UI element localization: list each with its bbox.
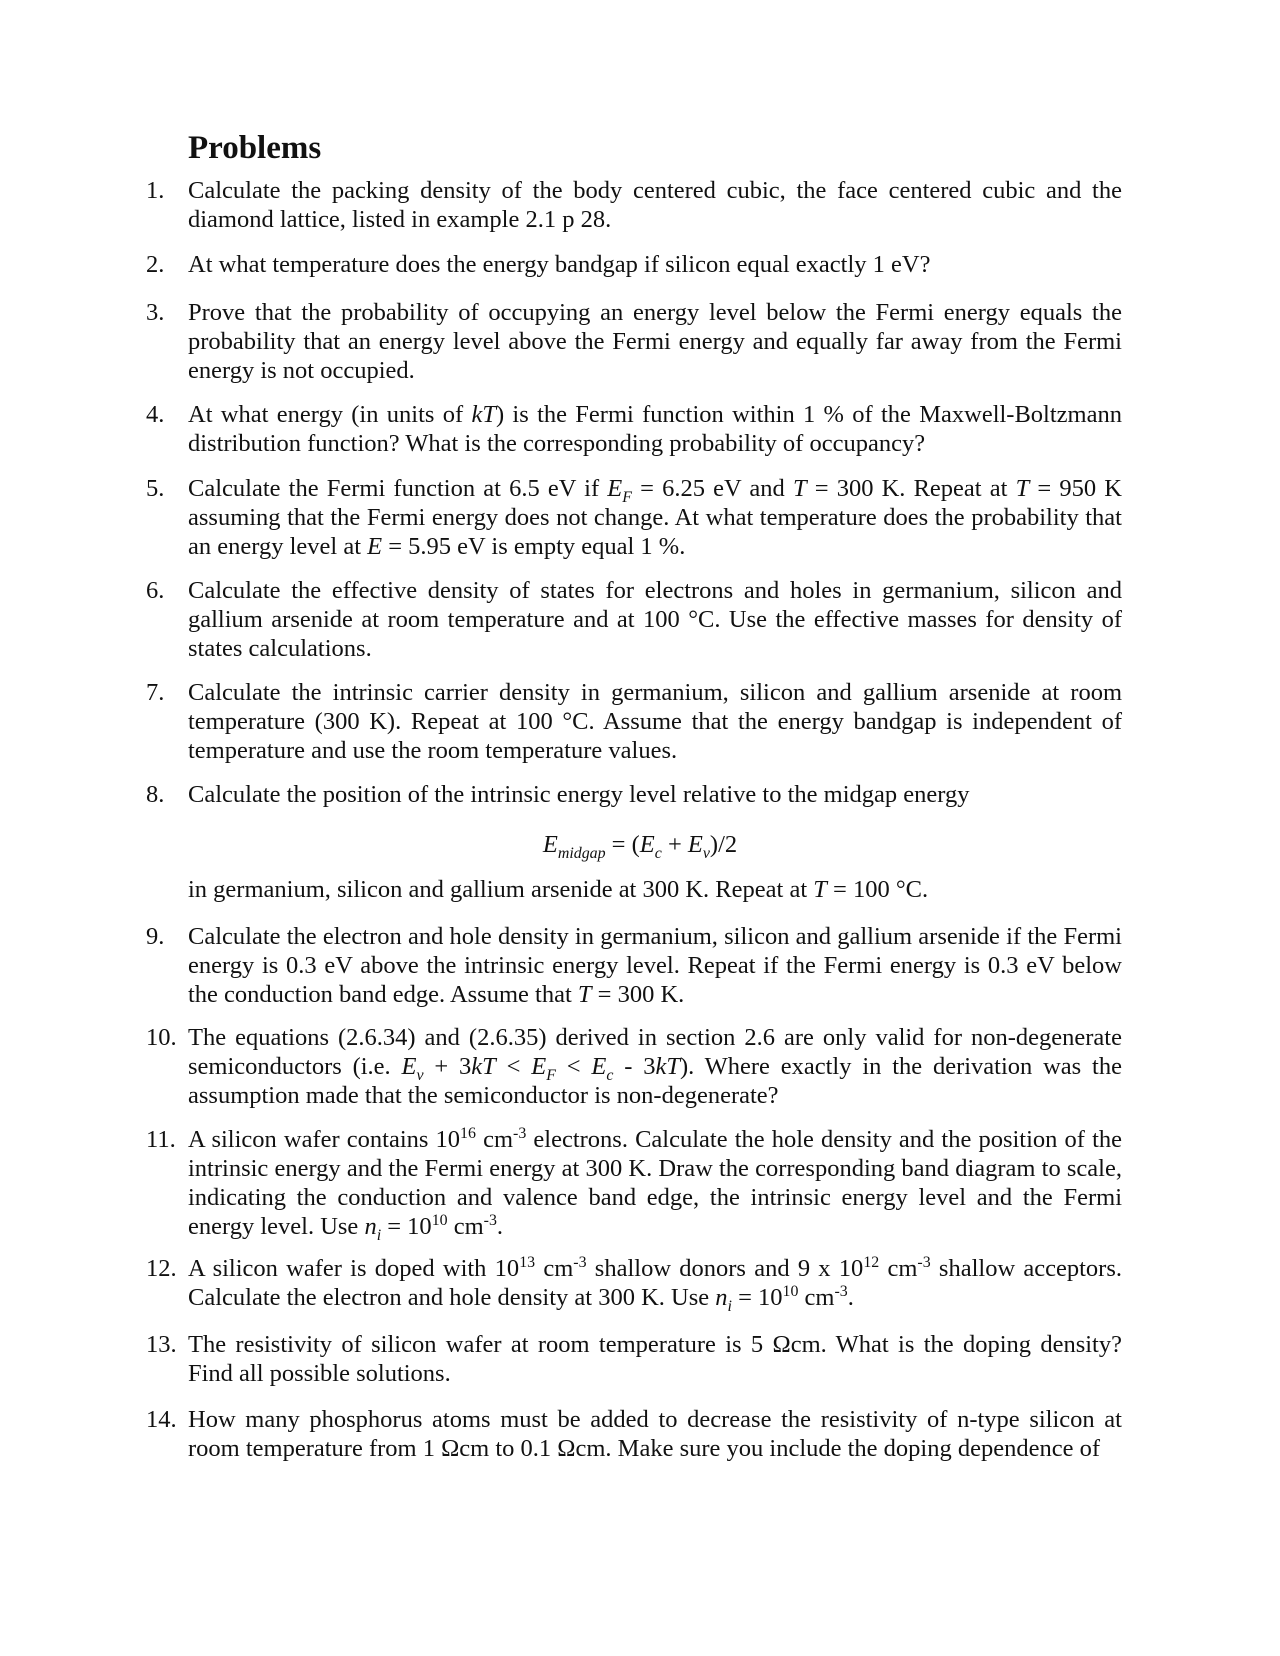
problem-number: 13. (146, 1331, 177, 1358)
problem-item (146, 678, 1122, 765)
problem-text: Calculate the packing density of the body centered cubic, the face centered cubic and the diamond lattice, listed in example 2.1 p 28. (188, 177, 1122, 233)
problem-text: Calculate the Fermi function at 6.5 eV if $E_F = 6.25$ eV and T = 300 K. Repeat at T = 950 K assuming that the Fermi energy does not change. At what temperature does the probability that an energy level at E = 5.95 eV is empty equal 1 %. (188, 475, 1122, 560)
problem-number: 8. (146, 781, 165, 808)
problem-number: 14. (146, 1406, 177, 1433)
problem-text: The resistivity of silicon wafer at room temperature is 5 Ωcm. What is the doping density? Find all possible solutions. (188, 1331, 1122, 1387)
problem-text: How many phosphorus atoms must be added to decrease the resistivity of n-type silicon at room temperature from 1 Ωcm to 0.1 Ωcm. Make sure you include the doping dependence of (188, 1406, 1122, 1462)
problem-item (146, 1330, 1122, 1388)
problem-text: A silicon wafer contains $10^{16}$ $cm^{-3}$ electrons. Calculate the hole density and the position of the intrinsic energy and the Fermi energy at 300 K. Draw the corresponding band diagram to scale, indicating the conduction and valence band edge, the intrinsic energy level and the Fermi energy level. Use $n_i = 10^{10}$ $cm^{-3}$. (188, 1124, 1122, 1244)
problem-number: 1. (146, 177, 165, 204)
problem-number: 6. (146, 577, 165, 604)
problem-item (146, 576, 1122, 663)
problem-item (146, 1124, 1122, 1244)
problem-text: At what energy (in units of kT) is the Fermi function within 1 % of the Maxwell-Boltzmann distribution function? What is the corresponding probability of occupancy? (188, 401, 1122, 457)
problem-item (146, 250, 1122, 279)
problem-text: Calculate the effective density of states for electrons and holes in germanium, silicon and gallium arsenide at room temperature and at 100 °C. Use the effective masses for density of states calculations. (188, 577, 1122, 662)
problem-item (146, 298, 1122, 385)
problem-number: 2. (146, 251, 165, 278)
problem-number: 11. (146, 1126, 176, 1153)
problem-number: 5. (146, 475, 165, 502)
problem-text: At what temperature does the energy bandgap if silicon equal exactly 1 eV? (188, 251, 931, 278)
problem-number: 7. (146, 679, 165, 706)
problem-item (146, 400, 1122, 458)
problem-item (146, 922, 1122, 1009)
midgap-formula: $E_{midgap} = (E_c + E_v)/2$ (542, 831, 738, 862)
problem-number: 3. (146, 299, 165, 326)
problem-item (146, 1023, 1122, 1110)
problem-number: 12. (146, 1255, 177, 1282)
problem-number: 4. (146, 401, 165, 428)
problem-number: 10. (146, 1024, 177, 1051)
problem-text-continuation: in germanium, silicon and gallium arsenide at 300 K. Repeat at T = 100 °C. (188, 876, 929, 903)
problem-text: Prove that the probability of occupying an energy level below the Fermi energy equals the probability that an energy level above the Fermi energy and equally far away from the Fermi energy is not occupied. (188, 299, 1122, 384)
problem-item (146, 176, 1122, 234)
problem-item (146, 1253, 1123, 1315)
problem-text: A silicon wafer is doped with $10^{13}$ $cm^{-3}$ shallow donors and 9 x $10^{12}$ $cm^{-3}$ shallow acceptors. Calculate the electron and hole density at 300 K. Use $n_i = 10^{10}$ $cm^{-3}$. (188, 1253, 1123, 1315)
problem-text: Calculate the intrinsic carrier density in germanium, silicon and gallium arsenide at room temperature (300 K). Repeat at 100 °C. Assume that the energy bandgap is independent of temperature and use the room temperature values. (188, 679, 1122, 764)
problem-item (146, 474, 1122, 561)
problem-text: The equations (2.6.34) and (2.6.35) derived in section 2.6 are only valid for non-degenerate semiconductors (i.e. $E_v + 3kT < E_F < E_c - 3kT$). Where exactly in the derivation was the assumption made that the semiconductor is non-degenerate? (188, 1024, 1122, 1109)
problem-text: Calculate the electron and hole density in germanium, silicon and gallium arsenide if the Fermi energy is 0.3 eV above the intrinsic energy level. Repeat if the Fermi energy is 0.3 eV below the conduction band edge. Assume that T = 300 K. (188, 923, 1122, 1008)
problem-text: Calculate the position of the intrinsic energy level relative to the midgap energy (188, 781, 970, 808)
page-title: Problems (188, 130, 322, 166)
problem-number: 9. (146, 923, 165, 950)
problem-item (146, 1405, 1122, 1463)
problem-item (146, 780, 1122, 809)
